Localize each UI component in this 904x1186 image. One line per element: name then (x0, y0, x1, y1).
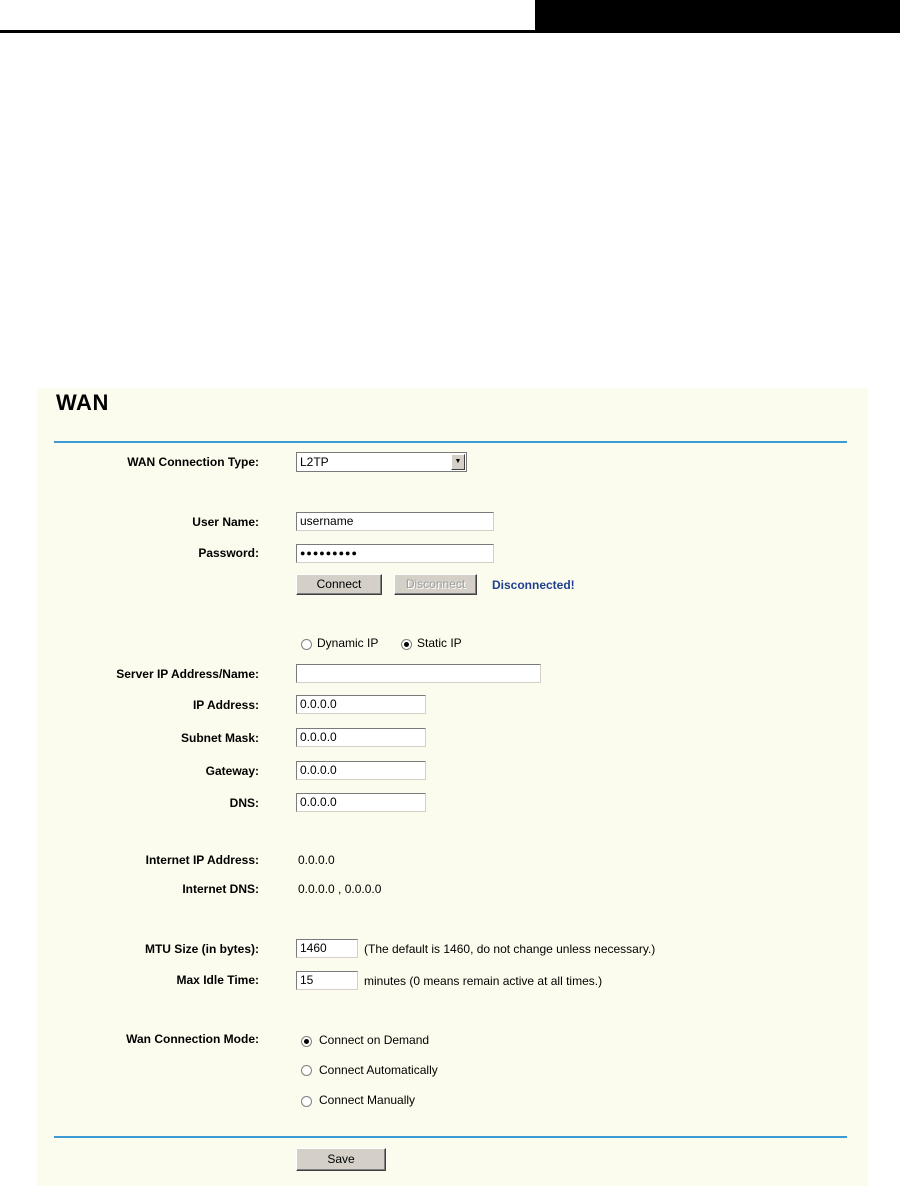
internet-ip-value: 0.0.0.0 (298, 853, 335, 867)
dns-input[interactable]: 0.0.0.0 (296, 793, 426, 812)
mtu-input[interactable]: 1460 (296, 939, 358, 958)
radio-static-ip[interactable] (401, 639, 412, 650)
internet-dns-value: 0.0.0.0 , 0.0.0.0 (298, 882, 382, 896)
user-name-input[interactable]: username (296, 512, 494, 531)
max-idle-input[interactable]: 15 (296, 971, 358, 990)
label-subnet-mask: Subnet Mask: (180, 731, 259, 745)
radio-dynamic-ip[interactable] (301, 639, 312, 650)
subnet-mask-input[interactable]: 0.0.0.0 (296, 728, 426, 747)
label-internet-dns: Internet DNS: (182, 882, 259, 896)
connect-automatically-label: Connect Automatically (319, 1063, 438, 1077)
label-max-idle: Max Idle Time: (176, 973, 259, 987)
label-connection-mode: Wan Connection Mode: (126, 1032, 259, 1046)
static-ip-label: Static IP (417, 636, 462, 650)
dynamic-ip-label: Dynamic IP (317, 636, 379, 650)
connection-type-select[interactable] (296, 452, 467, 472)
page-title: WAN (56, 390, 109, 415)
server-input[interactable] (296, 664, 541, 683)
wan-panel (37, 388, 868, 1186)
label-ip-address: IP Address: (192, 698, 259, 712)
gateway-input[interactable]: 0.0.0.0 (296, 761, 426, 780)
label-internet-ip: Internet IP Address: (145, 853, 259, 867)
header-block (535, 0, 897, 33)
label-password: Password: (198, 546, 259, 560)
connect-button[interactable]: Connect (296, 574, 382, 595)
top-divider (54, 441, 847, 443)
mtu-note: (The default is 1460, do not change unless necessary.) (364, 942, 656, 956)
radio-connect-manually[interactable] (301, 1096, 312, 1107)
label-mtu: MTU Size (in bytes): (144, 942, 259, 956)
header-rule (0, 30, 540, 33)
label-dns: DNS: (229, 796, 259, 810)
label-user-name: User Name: (192, 515, 259, 529)
label-server: Server IP Address/Name: (116, 667, 259, 681)
disconnect-button[interactable]: Disconnect (394, 574, 477, 595)
password-input[interactable]: ●●●●●●●●● (296, 544, 494, 563)
label-connection-type: WAN Connection Type: (127, 455, 259, 469)
connect-on-demand-label: Connect on Demand (319, 1033, 430, 1047)
ip-address-input[interactable]: 0.0.0.0 (296, 695, 426, 714)
dropdown-arrow-icon[interactable]: ▼ (451, 454, 465, 470)
save-button[interactable]: Save (296, 1148, 386, 1171)
connection-status: Disconnected! (492, 578, 575, 592)
connect-manually-label: Connect Manually (319, 1093, 416, 1107)
bottom-divider (54, 1136, 847, 1138)
label-gateway: Gateway: (205, 764, 259, 778)
radio-connect-on-demand[interactable] (301, 1036, 312, 1047)
header-edge (897, 0, 900, 33)
connection-type-value: L2TP (300, 455, 329, 469)
max-idle-note: minutes (0 means remain active at all times.) (364, 974, 603, 988)
radio-connect-automatically[interactable] (301, 1065, 312, 1076)
